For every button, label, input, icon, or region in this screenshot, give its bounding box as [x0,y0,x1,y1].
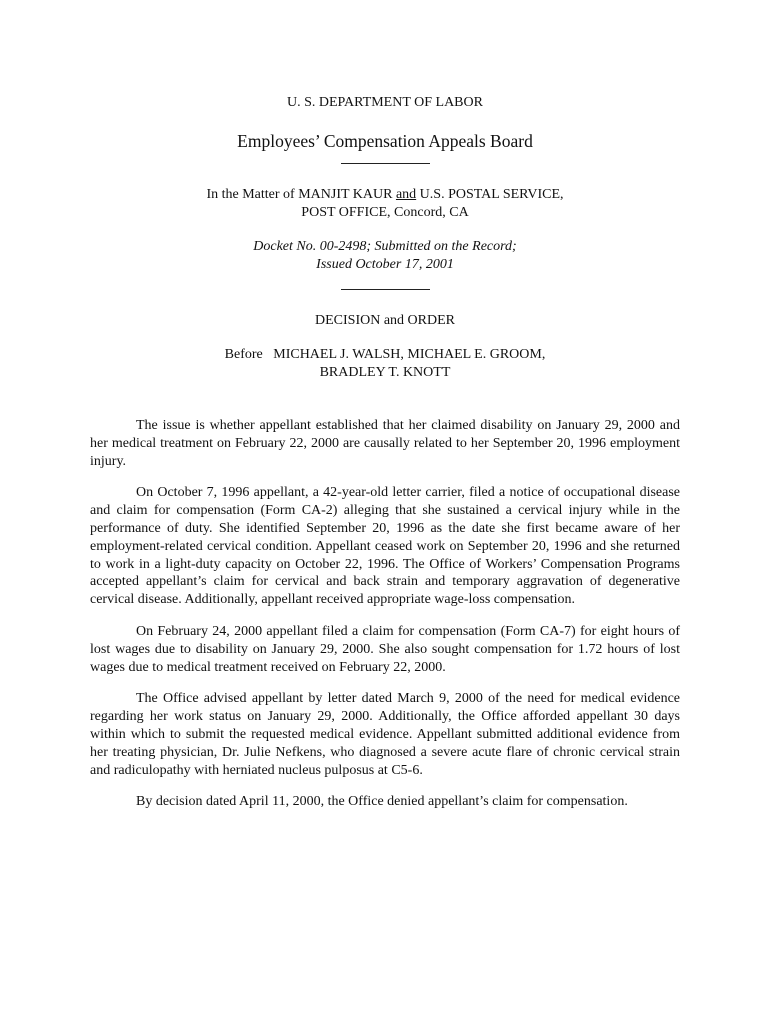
body-paragraph: The Office advised appellant by letter dated March 9, 2000 of the need for medical evidence regarding her work status on January 29, 2000. Additionally, the Office afforded appellant 30 days within which to submit the requested medical evidence. Appellant submitted additional evidence from her treating physician, Dr. Julie Nefkens, who diagnosed a severe acute flare of chronic cervical strain and radiculopathy with herniated nucleus pulposus at C5-6. [90,691,680,778]
panel-members [0,346,770,382]
caption-and: and [395,187,417,202]
body-paragraph: The issue is whether appellant established that her claimed disability on January 29, 2000 and her medical treatment on February 22, 2000 are causally related to her September 20, 1996 employment injury. [90,418,680,469]
docket-info [0,238,770,274]
body-paragraph: By decision dated April 11, 2000, the Office denied appellant’s claim for compensation. [136,794,628,810]
panel-line-1: Before MICHAEL J. WALSH, MICHAEL E. GROOM, [224,347,546,362]
divider-rule [341,163,430,164]
case-caption-line-1 [0,186,770,204]
case-caption [0,186,770,222]
case-caption-line-2: POST OFFICE, Concord, CA [301,205,469,220]
document-body [90,417,680,825]
panel-line-2: BRADLEY T. KNOTT [319,365,451,380]
body-paragraph: On October 7, 1996 appellant, a 42-year-old letter carrier, filed a notice of occupational disease and claim for compensation (Form CA-2) alleging that she sustained a cervical injury while in the performance of duty. She identified September 20, 1996 as the date she first became aware of her employment-related cervical condition. Appellant ceased work on September 20, 1996 and she returned to work in a light-duty capacity on October 22, 1996. The Office of Workers’ Compensation Programs accepted appellant’s claim for cervical and back strain and temporary aggravation of degenerative cervical disease. Additionally, appellant received appropriate wage-loss compensation. [90,485,680,608]
caption-prefix: In the Matter of MANJIT KAUR [206,187,396,202]
body-paragraph: On February 24, 2000 appellant filed a claim for compensation (Form CA-7) for eight hours of lost wages due to disability on January 29, 2000. She also sought compensation for 1.72 hours of lost wages due to medical treatment received on February 22, 2000. [90,623,680,675]
divider-rule [341,289,430,290]
decision-title: DECISION and ORDER [315,313,455,328]
board-title: Employees’ Compensation Appeals Board [237,131,533,151]
caption-suffix: U.S. POSTAL SERVICE, [416,187,564,202]
docket-line-1: Docket No. 00-2498; Submitted on the Record; [253,239,517,254]
docket-line-2: Issued October 17, 2001 [316,257,454,272]
department-heading: U. S. DEPARTMENT OF LABOR [287,95,483,110]
